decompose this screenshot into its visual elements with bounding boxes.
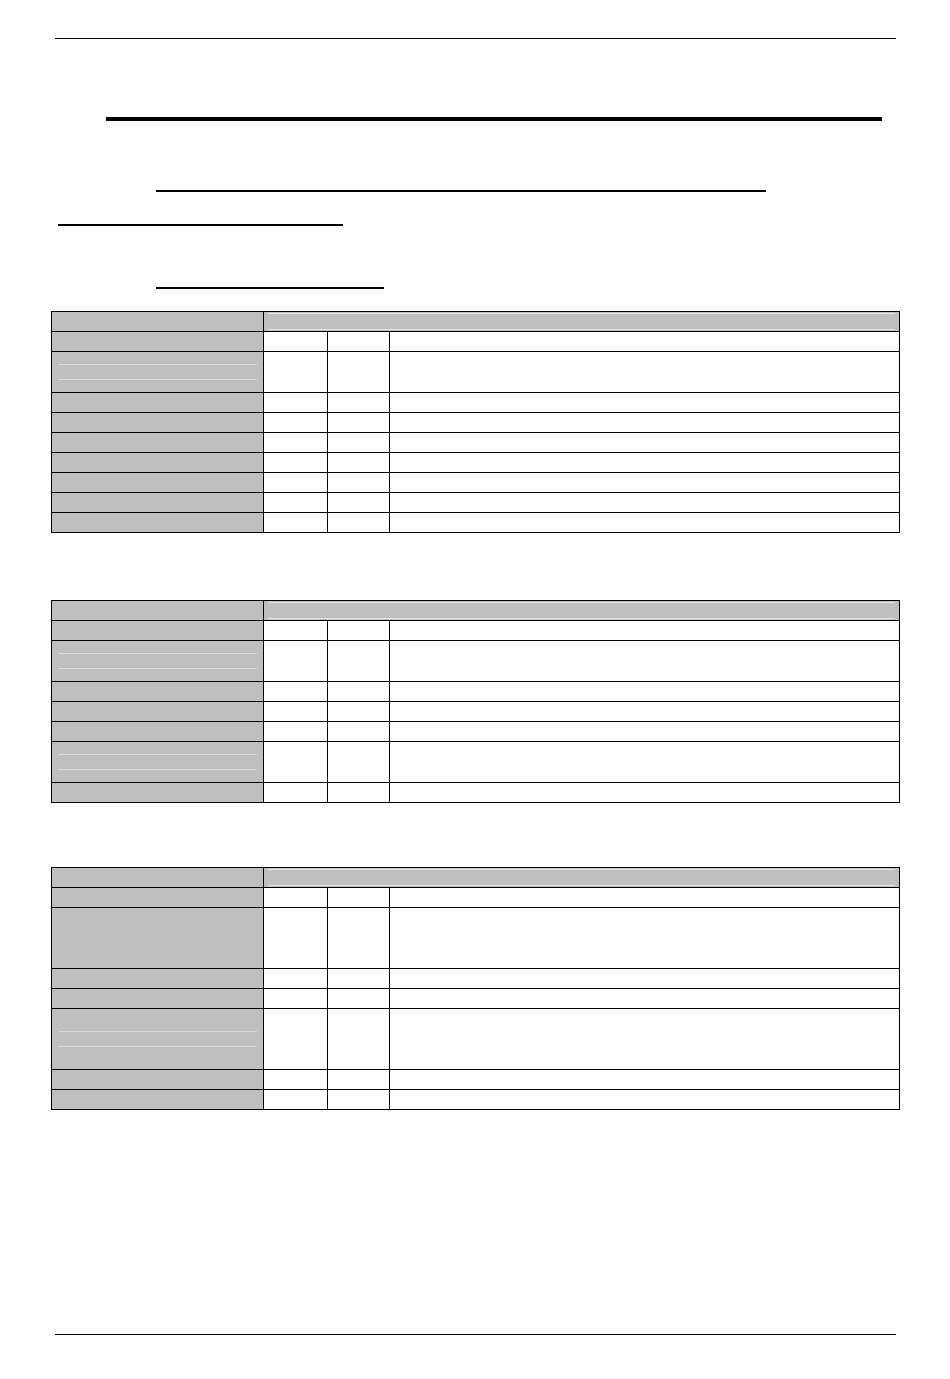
description-cell [390, 888, 900, 908]
table-row [52, 1070, 900, 1090]
subheading-underline-continued [58, 224, 343, 226]
description-cell [390, 742, 900, 783]
value-cell [264, 783, 328, 803]
table-row [52, 393, 900, 413]
value-cell [264, 352, 328, 393]
value-cell [328, 493, 390, 513]
description-cell [390, 453, 900, 473]
value-cell [328, 888, 390, 908]
value-cell [264, 513, 328, 533]
description-cell [390, 352, 900, 393]
description-cell [390, 722, 900, 742]
table-row [52, 453, 900, 473]
table-row [52, 722, 900, 742]
value-cell [328, 1090, 390, 1110]
description-cell [390, 783, 900, 803]
header-label-cell [52, 868, 264, 888]
description-cell [390, 433, 900, 453]
description-cell [390, 513, 900, 533]
table-row [52, 493, 900, 513]
value-cell [264, 682, 328, 702]
table-caption-underline [156, 287, 384, 289]
description-cell [390, 641, 900, 682]
value-cell [264, 1009, 328, 1070]
row-label-cell [52, 1090, 264, 1110]
row-label-cell [52, 513, 264, 533]
spec-table-2 [51, 600, 900, 803]
table-header-row [52, 312, 900, 332]
value-cell [328, 1070, 390, 1090]
value-cell [264, 722, 328, 742]
spec-table-1 [51, 311, 900, 533]
value-cell [328, 722, 390, 742]
value-cell [264, 1070, 328, 1090]
value-cell [264, 641, 328, 682]
table-row [52, 783, 900, 803]
row-label-cell [52, 783, 264, 803]
value-cell [264, 413, 328, 433]
value-cell [264, 473, 328, 493]
value-cell [328, 621, 390, 641]
spec-table-3 [51, 867, 900, 1110]
value-cell [328, 513, 390, 533]
table-row [52, 969, 900, 989]
description-cell [390, 332, 900, 352]
table-row [52, 908, 900, 969]
table-header-row [52, 601, 900, 621]
description-cell [390, 702, 900, 722]
row-label-cell [52, 393, 264, 413]
row-label-cell [52, 888, 264, 908]
value-cell [264, 888, 328, 908]
value-cell [328, 393, 390, 413]
value-cell [264, 433, 328, 453]
row-label-cell [52, 352, 264, 393]
description-cell [390, 393, 900, 413]
value-cell [264, 742, 328, 783]
row-label-cell [52, 473, 264, 493]
header-title-cell [264, 312, 900, 332]
table-row [52, 473, 900, 493]
value-cell [264, 908, 328, 969]
row-label-cell [52, 742, 264, 783]
value-cell [328, 352, 390, 393]
description-cell [390, 413, 900, 433]
table-row [52, 641, 900, 682]
description-cell [390, 989, 900, 1009]
value-cell [264, 493, 328, 513]
description-cell [390, 493, 900, 513]
header-title-cell [264, 601, 900, 621]
value-cell [328, 433, 390, 453]
value-cell [264, 1090, 328, 1110]
table-row [52, 332, 900, 352]
value-cell [328, 1009, 390, 1070]
page-header-rule [55, 38, 896, 39]
description-cell [390, 1090, 900, 1110]
row-label-cell [52, 722, 264, 742]
value-cell [328, 783, 390, 803]
value-cell [328, 682, 390, 702]
table-row [52, 702, 900, 722]
row-label-cell [52, 641, 264, 682]
table-row [52, 888, 900, 908]
value-cell [328, 332, 390, 352]
row-label-cell [52, 493, 264, 513]
row-label-cell [52, 332, 264, 352]
row-label-cell [52, 433, 264, 453]
value-cell [328, 702, 390, 722]
row-label-cell [52, 621, 264, 641]
table-row [52, 742, 900, 783]
value-cell [264, 702, 328, 722]
table-row [52, 352, 900, 393]
table-row [52, 989, 900, 1009]
row-label-cell [52, 413, 264, 433]
value-cell [328, 989, 390, 1009]
description-cell [390, 473, 900, 493]
page-footer-rule [55, 1334, 896, 1335]
description-cell [390, 1009, 900, 1070]
table-row [52, 682, 900, 702]
value-cell [328, 641, 390, 682]
table-row [52, 1009, 900, 1070]
row-label-cell [52, 908, 264, 969]
description-cell [390, 969, 900, 989]
value-cell [264, 393, 328, 413]
header-label-cell [52, 312, 264, 332]
table-header-row [52, 868, 900, 888]
row-label-cell [52, 453, 264, 473]
description-cell [390, 1070, 900, 1090]
description-cell [390, 682, 900, 702]
table-row [52, 621, 900, 641]
table-row [52, 433, 900, 453]
table-row [52, 513, 900, 533]
row-label-cell [52, 1009, 264, 1070]
row-label-cell [52, 989, 264, 1009]
value-cell [264, 453, 328, 473]
value-cell [264, 969, 328, 989]
subheading-underline [156, 190, 766, 192]
row-label-cell [52, 702, 264, 722]
row-label-cell [52, 682, 264, 702]
header-title-cell [264, 868, 900, 888]
row-label-cell [52, 1070, 264, 1090]
value-cell [264, 621, 328, 641]
value-cell [264, 989, 328, 1009]
value-cell [264, 332, 328, 352]
value-cell [328, 969, 390, 989]
table-row [52, 413, 900, 433]
section-heading-rule [106, 117, 882, 121]
value-cell [328, 742, 390, 783]
value-cell [328, 413, 390, 433]
value-cell [328, 908, 390, 969]
row-label-cell [52, 969, 264, 989]
description-cell [390, 621, 900, 641]
header-label-cell [52, 601, 264, 621]
description-cell [390, 908, 900, 969]
table-row [52, 1090, 900, 1110]
value-cell [328, 473, 390, 493]
value-cell [328, 453, 390, 473]
